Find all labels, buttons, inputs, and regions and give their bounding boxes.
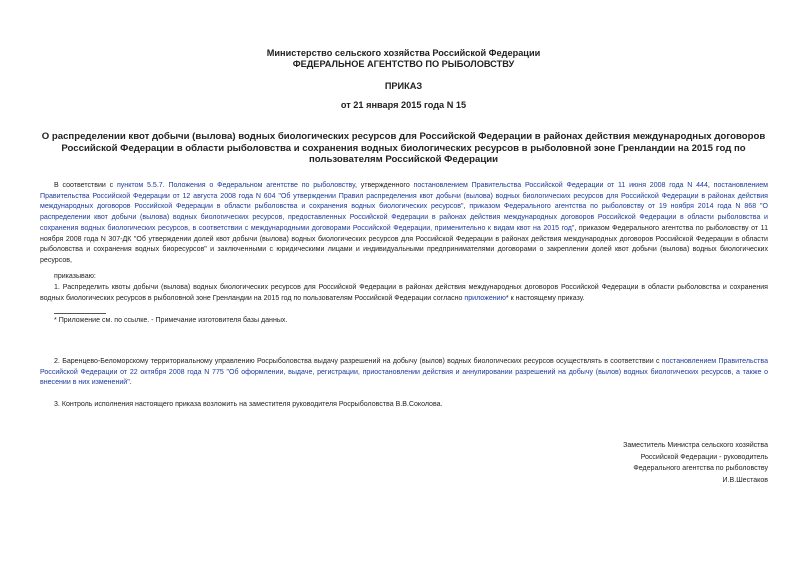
preamble-text: В соответствии с [54, 182, 117, 189]
item-3: 3. Контроль исполнения настоящего приказа возложить на заместителя руководителя Росрыболовства В.В.Соколова. [54, 401, 443, 408]
decree-604-link[interactable]: постановлением Правительства Российской Федерации от 12 августа 2008 года N 604 "Об утверждении Правил распределения квот добычи (вылова) водных биологических ресурсов для Российской Федерации в районах действия международных договоров Российской Федерации в области рыболовства и сохранения водных биологических ресурсов" [40, 182, 768, 211]
preamble-text: , приказом Федерального агентства по рыболовству от 11 ноября 2008 года N 307-ДК "Об утверждении долей квот добычи (вылова) водных биологических ресурсов для Российской Федерации в районах действия международных договоров Российской Федерации в области рыболовства и сохранения водных биоресурсов" и заключенными с юридическими лицами и индивидуальными предпринимателями договорами о закреплении долей квот добычи (вылова) водных биологических ресурсов, [40, 224, 768, 264]
doc-title: О распределении квот добычи (вылова) водных биологических ресурсов для Российской Федерации в районах действия международных договоров Российской Федерации в области рыболовства и сохранения водных биологических ресурсов в рыболовной зоне Гренландии на 2015 год по пользователям Российской Федерации [41, 131, 766, 165]
signature-line-position: Федерального агентства по рыболовству [633, 465, 768, 473]
regulation-link[interactable]: пунктом 5.5.7. Положения о Федеральном агентстве по рыболовству [116, 182, 355, 189]
doc-type: ПРИКАЗ [384, 81, 423, 91]
preamble-text: , утвержденного [354, 182, 414, 189]
doc-date: от 21 января 2015 года N 15 [340, 100, 467, 110]
signature-name: И.В.Шестаков [722, 476, 768, 484]
order-word: приказываю: [54, 273, 96, 280]
footnote: * Приложение см. по ссылке. - Примечание изготовителя базы данных. [54, 317, 288, 324]
item-2-text: . [129, 379, 132, 387]
preamble-paragraph [40, 181, 768, 267]
appendix-link[interactable]: приложению [464, 294, 506, 302]
item-1 [40, 283, 768, 304]
item-1-text: * к настоящему приказу. [505, 294, 585, 302]
decree-444-link[interactable]: постановлением Правительства Российской Федерации от 11 июня 2008 года N 444 [413, 182, 708, 189]
ministry-name: Министерство сельского хозяйства Российской Федерации [266, 48, 541, 58]
preamble-text: , [463, 203, 470, 211]
order-868-link[interactable]: приказом Федерального агентства по рыболовству от 19 ноября 2014 года N 868 "О распределении квот добычи (вылова) водных биологических ресурсов, предоставленных Российской Федерации в районах действия международных договоров Российской Федерации в области рыболовства и сохранения водных биологических ресурсов, в соответствии с международными договорами Российской Федерации, применительно к видам квот на 2015 год" [40, 203, 768, 232]
item-2-text: 2. Баренцево-Беломорскому территориальному управлению Росрыболовства выдачу разрешений на добычу (вылов) водных биологических ресурсов осуществлять в соответствии с [54, 358, 662, 365]
signature-line-position: Заместитель Министра сельского хозяйства [623, 442, 768, 449]
footnote-divider [54, 313, 106, 314]
signature-line-position: Российской Федерации - руководитель [640, 453, 768, 461]
preamble-text: , [707, 182, 714, 189]
decree-775-link[interactable]: постановлением Правительства Российской Федерации от 22 октября 2008 года N 775 "Об оформлении, выдаче, регистрации, приостановлении действия и аннулировании разрешений на добычу (вылов) водных биологических ресурсов, а также о внесении в них изменений" [40, 358, 768, 387]
signature-block [508, 440, 768, 486]
agency-name: ФЕДЕРАЛЬНОЕ АГЕНТСТВО ПО РЫБОЛОВСТВУ [292, 59, 515, 69]
item-1-text: 1. Распределить квоты добычи (вылова) водных биологических ресурсов для Российской Федерации в районах действия международных договоров Российской Федерации в области рыболовства и сохранения водных биологических ресурсов в рыболовной зоне Гренландии на 2015 год по пользователям Российской Федерации согласно [40, 284, 768, 302]
item-2 [40, 357, 768, 389]
